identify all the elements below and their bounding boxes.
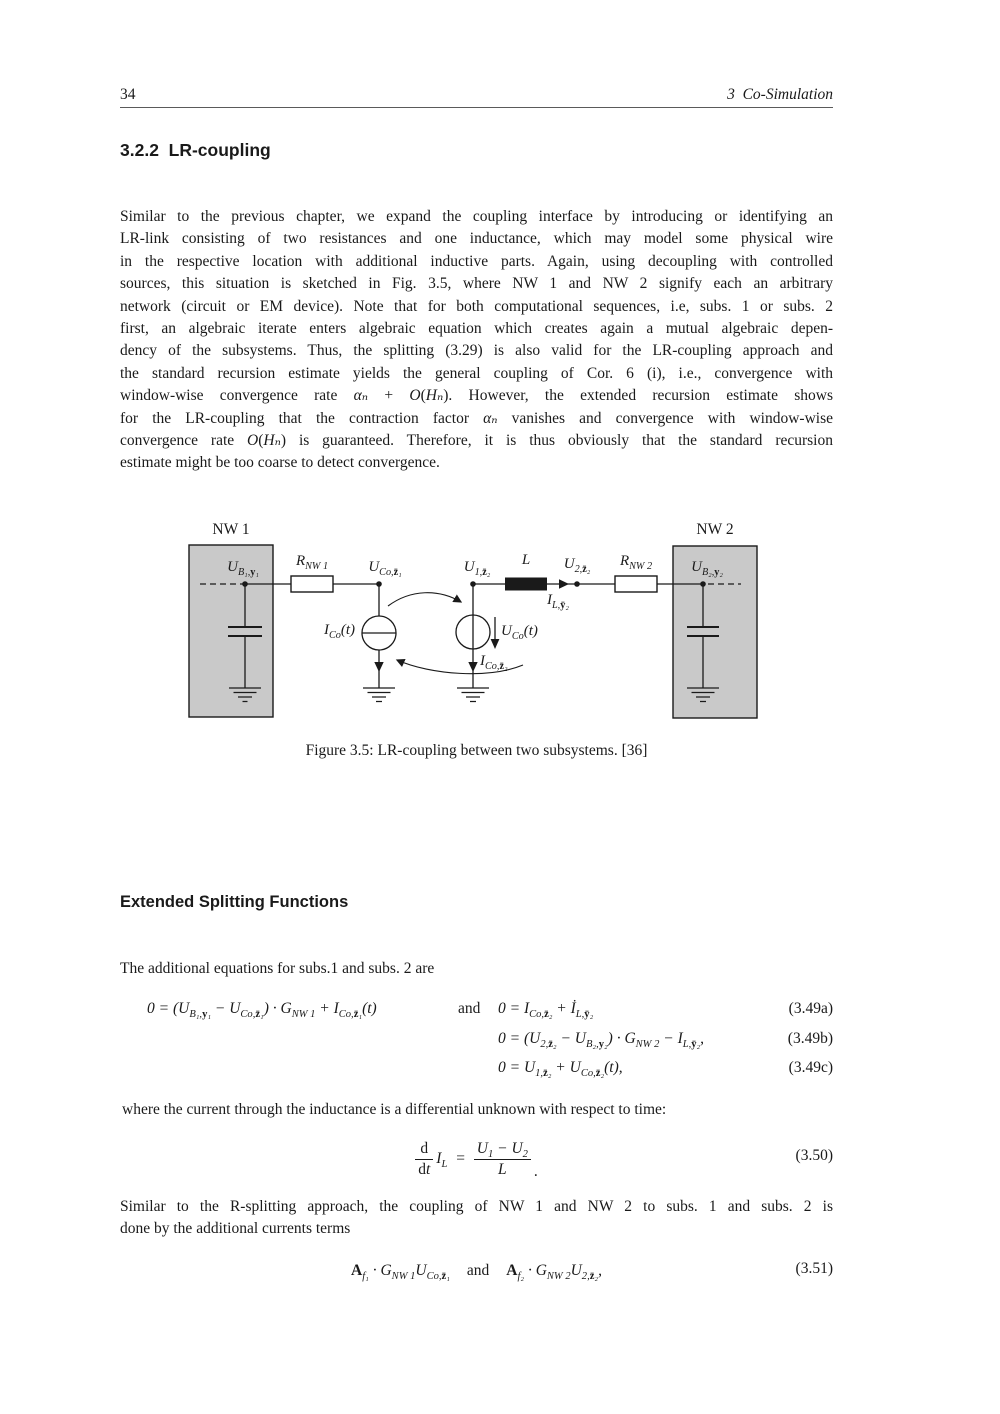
label-r-nw2: $R_{NW 2}$ xyxy=(619,553,653,572)
frac-denominator: L xyxy=(498,1160,507,1178)
header-rule xyxy=(120,107,833,108)
equation-351 xyxy=(120,1257,833,1285)
text-line: the standard recursion estimate yields the general coupling of Cor. 6 (i), i.e., convergence with xyxy=(120,364,833,382)
label-l: L xyxy=(521,552,531,568)
nw2-title: NW 2 xyxy=(696,521,734,538)
equation-349a xyxy=(120,1000,833,1028)
resistor-rnw1 xyxy=(291,576,333,592)
figure-caption: Figure 3.5: LR-coupling between two subsystems. [36] xyxy=(305,742,648,759)
arrow-down-icon xyxy=(491,639,500,649)
eq-351-right: $A_{f_2} \cdot G_{NW 2}U_{2,z̄_2}$, xyxy=(506,1262,602,1283)
eq-349a-and: and xyxy=(458,1000,481,1017)
eq-number: (3.49c) xyxy=(788,1059,833,1076)
text-line: LR-link consisting of two resistances and one inductance, which may model some physical wire xyxy=(120,230,833,248)
text-line: Similar to the R-splitting approach, the coupling of NW 1 and NW 2 to subs. 1 and subs. 2 is xyxy=(120,1198,833,1215)
current-direction-arrow xyxy=(559,579,569,588)
label-u-22: $U_{2,z̄_2}$ xyxy=(563,556,591,575)
label-u-b1: $U_{B_1,y_1}$ xyxy=(227,559,259,578)
circuit-diagram xyxy=(185,523,765,728)
page-number: 34 xyxy=(120,86,136,103)
body-paragraph-2 xyxy=(120,1196,833,1241)
eq-349c-body: $0 = U_{1,z̄_2} + U_{Co,z̄_2}(t)$, xyxy=(498,1059,623,1080)
eq-number: (3.50) xyxy=(795,1147,833,1164)
eq-349b-body: $0 = (U_{2,z̄_2} - U_{B_2,y_2}) \cdot G_{NW 2} - I_{L,ȳ_2}$, xyxy=(498,1030,705,1051)
equation-349c xyxy=(120,1059,833,1087)
frac-numerator: $U_1 - U_2$ xyxy=(476,1140,528,1161)
text-line: Similar to the previous chapter, we expand the coupling interface by introducing or identifying an xyxy=(120,208,833,225)
arrow-down-icon xyxy=(374,662,383,672)
arrow-down-icon xyxy=(468,662,477,672)
section-heading: 3.2.2 LR-coupling xyxy=(120,140,271,160)
label-u-co1: $U_{Co,z̄_1}$ xyxy=(368,559,402,578)
frac-numerator: d xyxy=(420,1140,429,1158)
circuit-figure xyxy=(185,523,765,728)
eq-number: (3.49b) xyxy=(787,1030,833,1047)
nw1-title: NW 1 xyxy=(212,521,250,538)
label-u-b2: $U_{B_2,y_2}$ xyxy=(691,559,723,578)
ground-symbol-subs2 xyxy=(457,688,489,702)
body-paragraph xyxy=(120,206,833,475)
eq-number: (3.51) xyxy=(795,1260,833,1277)
inductor-l xyxy=(505,578,547,591)
eq-349a-left: $0 = (U_{B_1,y_1} - U_{Co,z̄_1}) \cdot G_{NW 1} + I_{Co,z̄_1}(t)$ xyxy=(147,1000,377,1021)
eq-350-equals: = xyxy=(455,1150,466,1167)
eq-351-left: $A_{f_1} \cdot G_{NW 1}U_{Co,z̄_1}$ xyxy=(351,1262,450,1283)
text-line: first, an algebraic iterate enters algebraic equation which creates again a mutual algebraic depen- xyxy=(120,320,833,338)
ddt-fraction xyxy=(415,1140,433,1177)
eq-349a-right: $0 = I_{Co,z̄_2}$ + $İ_{L,ȳ_2}$ xyxy=(498,1000,594,1021)
equation-349b xyxy=(120,1030,833,1058)
text-line: window-wise convergence rate αₙ + O(Hₙ). However, the extended recursion estimate shows xyxy=(120,387,833,405)
text-line: convergence rate O(Hₙ) is guaranteed. Therefore, it is thus obviously that the standard recursion xyxy=(120,432,833,450)
label-u-12: $U_{1,z̄_2}$ xyxy=(463,559,491,578)
eq-350-il: $I_L$ xyxy=(436,1150,448,1171)
equations-intro: The additional equations for subs.1 and subs. 2 are xyxy=(120,960,435,977)
label-r-nw1: $R_{NW 1}$ xyxy=(295,553,329,572)
running-header: 3 Co-Simulation xyxy=(727,86,833,103)
text-line: for the LR-coupling that the contraction factor αₙ vanishes and convergence with window-wise xyxy=(120,409,833,427)
label-i-co2: $I_{Co,z̄_2}$ xyxy=(480,653,508,672)
where-text: where the current through the inductance is a differential unknown with respect to time: xyxy=(122,1101,667,1118)
text-line: estimate might be too coarse to detect convergence. xyxy=(120,454,440,472)
eq-number: (3.49a) xyxy=(788,1000,833,1017)
fraction-bar xyxy=(474,1159,531,1160)
coupling-arrow-right xyxy=(388,593,461,606)
eq-351-and: and xyxy=(466,1262,490,1279)
text-line: network (circuit or EM device). Note that for both computational sequences, i.e, subs. 1 or subs. 2 xyxy=(120,297,833,315)
fraction-bar xyxy=(415,1159,433,1160)
ground-symbol-subs1 xyxy=(363,688,395,702)
resistor-rnw2 xyxy=(615,576,657,592)
voltage-fraction xyxy=(474,1140,531,1177)
text-line: dency of the subsystems. Thus, the splitting (3.29) is also valid for the LR-coupling approach and xyxy=(120,342,833,360)
eq-350-period: . xyxy=(533,1163,538,1180)
label-i-co: $I_{Co}(t)$ xyxy=(323,622,355,641)
frac-denominator: dt xyxy=(418,1160,431,1178)
subsection-heading: Extended Splitting Functions xyxy=(120,893,349,911)
label-i-l: $I_{L,ȳ_2}$ xyxy=(547,592,569,611)
text-line: sources, this situation is sketched in Fig. 3.5, where NW 1 and NW 2 signify each an arbitrary xyxy=(120,275,833,293)
text-line: in the respective location with additional inductive parts. Again, using decoupling with controlled xyxy=(120,252,833,270)
label-u-co-t: $U_{Co}(t)$ xyxy=(501,623,538,642)
equation-350 xyxy=(120,1128,833,1190)
text-line: done by the additional currents terms xyxy=(120,1220,351,1238)
